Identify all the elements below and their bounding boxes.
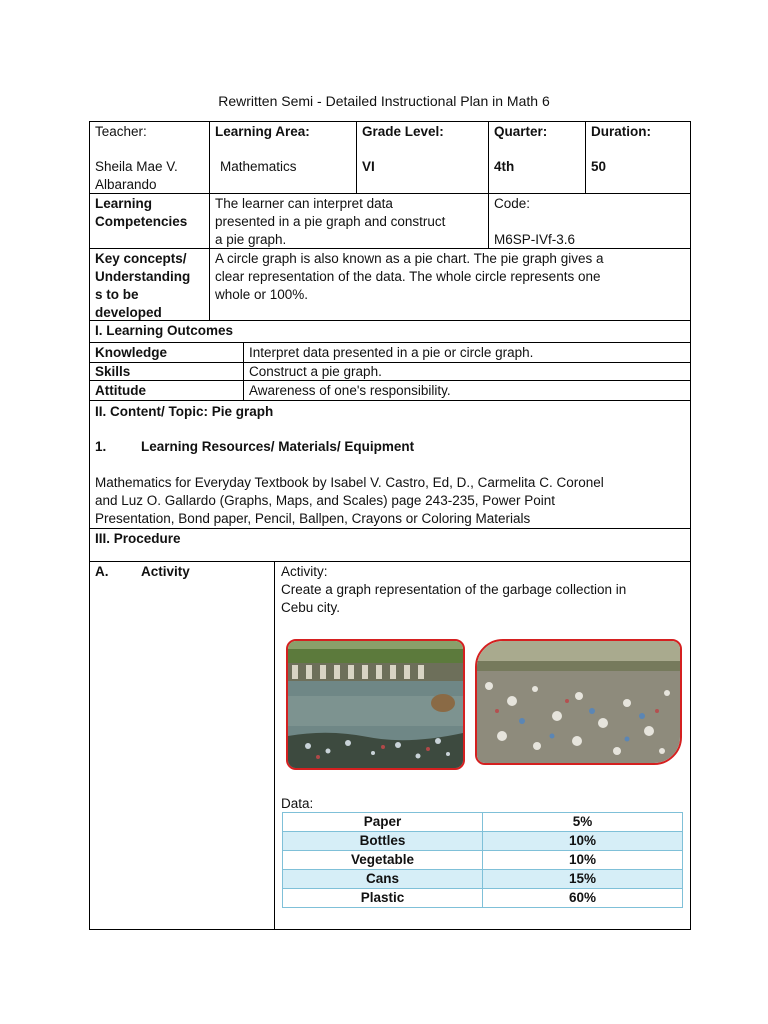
activity-text-line-2: Cebu city. bbox=[281, 600, 341, 615]
teacher-name-line-1: Sheila Mae V. bbox=[95, 159, 178, 174]
knowledge-label: Knowledge bbox=[95, 345, 168, 360]
teacher-name-line-2: Albarando bbox=[95, 177, 157, 192]
landfill-garbage-illustration bbox=[477, 641, 680, 763]
quarter-cell bbox=[489, 122, 585, 177]
resources-line-1: Mathematics for Everyday Textbook by Isabel V. Castro, Ed, D., Carmelita C. Coronel bbox=[95, 475, 604, 490]
data-percent: 5% bbox=[483, 813, 683, 832]
content-topic-heading: II. Content/ Topic: Pie graph bbox=[95, 404, 274, 419]
attitude-text: Awareness of one's responsibility. bbox=[249, 383, 451, 398]
data-item: Cans bbox=[283, 870, 483, 889]
duration-cell bbox=[586, 122, 690, 177]
learning-area-label: Learning Area: bbox=[215, 124, 310, 139]
key-concepts-label bbox=[90, 249, 209, 323]
river-garbage-photo bbox=[286, 639, 465, 770]
resources-heading-line bbox=[95, 438, 685, 456]
data-percent: 10% bbox=[483, 851, 683, 870]
skills-label: Skills bbox=[95, 364, 131, 379]
resources-line-2: and Luz O. Gallardo (Graphs, Maps, and Scales) page 243-235, Power Point bbox=[95, 493, 556, 508]
grade-level-value: VI bbox=[362, 159, 375, 174]
activity-label: Activity bbox=[141, 564, 190, 579]
activity-label-cell bbox=[90, 562, 274, 582]
key-concepts-text-line-3: whole or 100%. bbox=[215, 287, 309, 302]
competencies-label-line-1: Learning bbox=[95, 196, 153, 211]
key-concepts-label-line-2: Understanding bbox=[95, 269, 191, 284]
data-label: Data: bbox=[281, 796, 314, 811]
activity-title: Activity: bbox=[281, 564, 328, 579]
key-concepts-text bbox=[210, 249, 690, 305]
code-value: M6SP-IVf-3.6 bbox=[494, 232, 576, 247]
attitude-label: Attitude bbox=[95, 383, 146, 398]
activity-letter: A. bbox=[95, 564, 109, 579]
teacher-label: Teacher: bbox=[95, 124, 147, 139]
garbage-data-table bbox=[282, 812, 683, 908]
code-cell bbox=[489, 194, 690, 250]
river-garbage-illustration bbox=[288, 641, 463, 768]
competencies-label-line-2: Competencies bbox=[95, 214, 188, 229]
data-item: Paper bbox=[283, 813, 483, 832]
data-percent: 60% bbox=[483, 889, 683, 908]
landfill-garbage-photo bbox=[475, 639, 682, 765]
data-item: Vegetable bbox=[283, 851, 483, 870]
learning-area-value: Mathematics bbox=[220, 159, 297, 174]
duration-value: 50 bbox=[591, 159, 607, 174]
activity-description bbox=[276, 562, 690, 618]
key-concepts-label-line-3: s to be bbox=[95, 287, 139, 302]
competencies-text-line-2: presented in a pie graph and construct bbox=[215, 214, 446, 229]
table-row bbox=[283, 832, 683, 851]
key-concepts-text-line-2: clear representation of the data. The whole circle represents one bbox=[215, 269, 601, 284]
competencies-text bbox=[210, 194, 488, 250]
competencies-label bbox=[90, 194, 209, 232]
key-concepts-text-line-1: A circle graph is also known as a pie chart. The pie graph gives a bbox=[215, 251, 604, 266]
table-row bbox=[283, 851, 683, 870]
resources-number: 1. bbox=[95, 439, 107, 454]
code-label: Code: bbox=[494, 196, 531, 211]
resources-heading: Learning Resources/ Materials/ Equipment bbox=[141, 439, 415, 454]
activity-text-line-1: Create a graph representation of the garbage collection in bbox=[281, 582, 627, 597]
teacher-cell bbox=[90, 122, 209, 195]
table-row bbox=[283, 870, 683, 889]
document-title: Rewritten Semi - Detailed Instructional Plan in Math 6 bbox=[218, 93, 550, 109]
grade-level-label: Grade Level: bbox=[362, 124, 444, 139]
learning-outcomes-heading: I. Learning Outcomes bbox=[95, 323, 234, 338]
data-item: Bottles bbox=[283, 832, 483, 851]
duration-label: Duration: bbox=[591, 124, 651, 139]
content-section bbox=[90, 402, 690, 529]
key-concepts-label-line-4: developed bbox=[95, 305, 162, 320]
resources-line-3: Presentation, Bond paper, Pencil, Ballpen, Crayons or Coloring Materials bbox=[95, 511, 531, 526]
data-percent: 15% bbox=[483, 870, 683, 889]
procedure-heading: III. Procedure bbox=[95, 531, 181, 546]
competencies-text-line-1: The learner can interpret data bbox=[215, 196, 393, 211]
knowledge-text: Interpret data presented in a pie or circle graph. bbox=[249, 345, 534, 360]
quarter-label: Quarter: bbox=[494, 124, 548, 139]
learning-area-cell bbox=[210, 122, 356, 177]
key-concepts-label-line-1: Key concepts/ bbox=[95, 251, 187, 266]
table-row bbox=[283, 889, 683, 908]
data-item: Plastic bbox=[283, 889, 483, 908]
grade-level-cell bbox=[357, 122, 488, 177]
data-percent: 10% bbox=[483, 832, 683, 851]
table-row bbox=[283, 813, 683, 832]
quarter-value: 4th bbox=[494, 159, 515, 174]
competencies-text-line-3: a pie graph. bbox=[215, 232, 287, 247]
skills-text: Construct a pie graph. bbox=[249, 364, 382, 379]
